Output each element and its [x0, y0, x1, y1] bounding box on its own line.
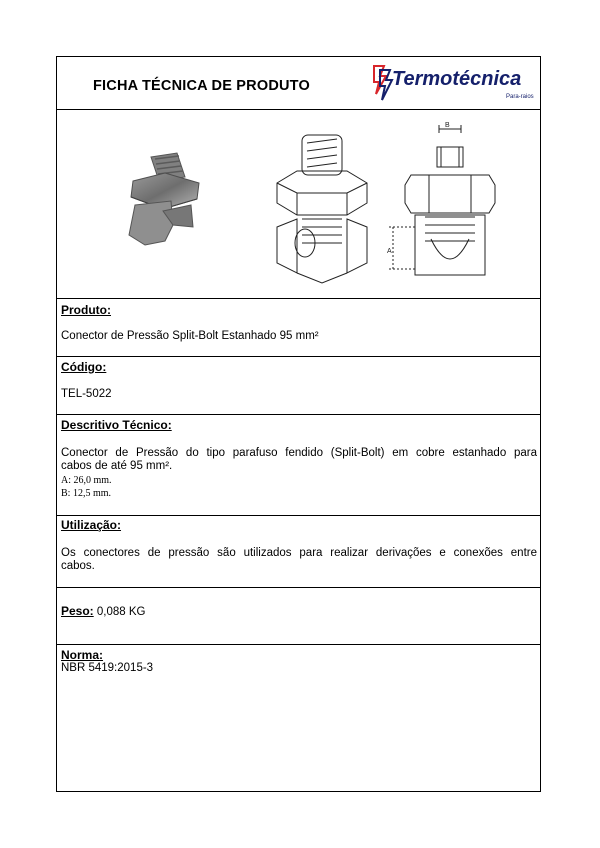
dimension-b-label: B — [445, 122, 450, 129]
sheet-title: FICHA TÉCNICA DE PRODUTO — [93, 78, 310, 94]
divider — [57, 414, 540, 415]
descritivo-line-2: cabos de até 95 mm². — [61, 460, 173, 472]
product-photo — [115, 147, 235, 267]
utilizacao-label: Utilização: — [61, 518, 122, 532]
dimension-a: A: 26,0 mm. — [61, 475, 112, 486]
norma-label: Norma: — [61, 648, 104, 662]
divider — [57, 356, 540, 357]
logo-subtitle: Para-raios — [506, 94, 534, 100]
utilizacao-line-1: Os conectores de pressão são utilizados para realizar derivações e conexões entre — [61, 547, 537, 559]
peso-row — [61, 604, 145, 618]
peso-value: 0,088 KG — [96, 606, 146, 618]
dimension-b: B: 12,5 mm. — [61, 488, 112, 499]
divider — [57, 515, 540, 516]
product-images — [57, 109, 540, 299]
peso-label: Peso: — [61, 604, 94, 618]
divider — [57, 644, 540, 645]
isometric-drawing — [267, 123, 377, 293]
descritivo-label: Descritivo Técnico: — [61, 418, 172, 432]
divider — [57, 587, 540, 588]
lightning-logo-icon — [370, 64, 394, 104]
sheet-header — [57, 57, 540, 110]
codigo-label: Código: — [61, 360, 107, 374]
produto-label: Produto: — [61, 303, 111, 317]
codigo-value: TEL-5022 — [61, 388, 112, 400]
utilizacao-line-2: cabos. — [61, 560, 95, 572]
company-logo — [370, 62, 540, 106]
dimension-a-label: A — [387, 248, 392, 255]
logo-name: Termotécnica — [392, 68, 522, 90]
descritivo-line-1: Conector de Pressão do tipo parafuso fendido (Split-Bolt) em cobre estanhado para — [61, 447, 537, 459]
product-sheet — [56, 56, 541, 792]
produto-value: Conector de Pressão Split-Bolt Estanhado 95 mm² — [61, 330, 319, 342]
technical-drawing — [385, 119, 505, 289]
norma-value: NBR 5419:2015-3 — [61, 662, 154, 674]
